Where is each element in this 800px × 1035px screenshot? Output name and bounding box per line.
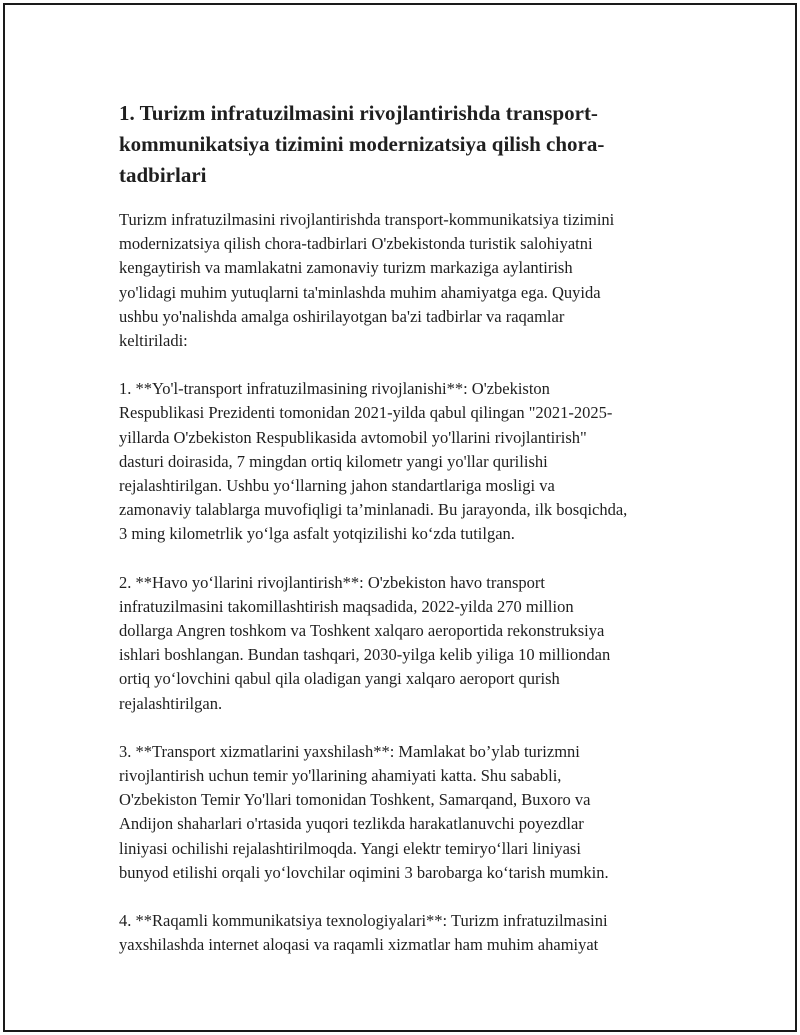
intro-paragraph: Turizm infratuzilmasini rivojlantirishda transport-kommunikatsiya tizimini modernizatsiya qilish chora-tadbirlari O'zbekistonda turistik salohiyatni kengaytirish va mamlakatni zamonaviy turizm markaziga aylantirish yo'lidagi muhim yutuqlarni ta'minlashda muhim ahamiyatga ega. Quyida ushbu yo'nalishda amalga oshirilayotgan ba'zi tadbirlar va raqamlar keltiriladi: [119,210,615,351]
paragraph-digital-communication: 4. **Raqamli kommunikatsiya texnologiyalari**: Turizm infratuzilmasini yaxshilashda internet aloqasi va raqamli xizmatlar ham muhim ahamiyat [119,911,608,955]
document-title: 1. Turizm infratuzilmasini rivojlantirishda transport- kommunikatsiya tizimini modernizatsiya qilish chora- tadbirlari [119,101,605,187]
paragraph-transport-services: 3. **Transport xizmatlarini yaxshilash**: Mamlakat bo’ylab turizmni rivojlantirish uchun temir yo'llarining ahamiyati katta. Shu sababli, O'zbekiston Temir Yo'llari tomonidan Toshkent, Samarqand, Buxoro va Andijon shaharlari o'rtasida yuqori tezlikda harakatlanuvchi poyezdlar liniyasi ochilishi rejalashtirilmoqda. Yangi elektr temiryo‘llari liniyasi bunyod etilishi orqali yo‘lovchilar oqimini 3 barobarga ko‘tarish mumkin. [119,741,609,882]
paragraph-air-transport: 2. **Havo yo‘llarini rivojlantirish**: O'zbekiston havo transport infratuzilmasini takomillashtirish maqsadida, 2022-yilda 270 million dollarga Angren toshkom va Toshkent xalqaro aeroportida rekonstruksiya ishlari boshlangan. Bundan tashqari, 2030-yilga kelib yiliga 10 milliondan ortiq yo‘lovchini qabul qila oladigan yangi xalqaro aeroport qurish rejalashtirilgan. [119,572,611,713]
document-page [3,3,797,1032]
document-body [119,98,689,981]
paragraph-road-transport: 1. **Yo'l-transport infratuzilmasining rivojlanishi**: O'zbekiston Respublikasi Prezidenti tomonidan 2021-yilda qabul qilingan "2021-2025- yillarda O'zbekiston Respublikasida avtomobil yo'llarini rivojlantirish" dasturi doirasida, 7 mingdan ortiq kilometr yangi yo'llar qurilishi rejalashtirilgan. Ushbu yo‘llarning jahon standartlariga mosligi va zamonaviy talablarga muvofiqligi ta’minlanadi. Bu jarayonda, ilk bosqichda, 3 ming kilometrlik yo‘lga asfalt yotqizilishi ko‘zda tutilgan. [119,379,628,544]
